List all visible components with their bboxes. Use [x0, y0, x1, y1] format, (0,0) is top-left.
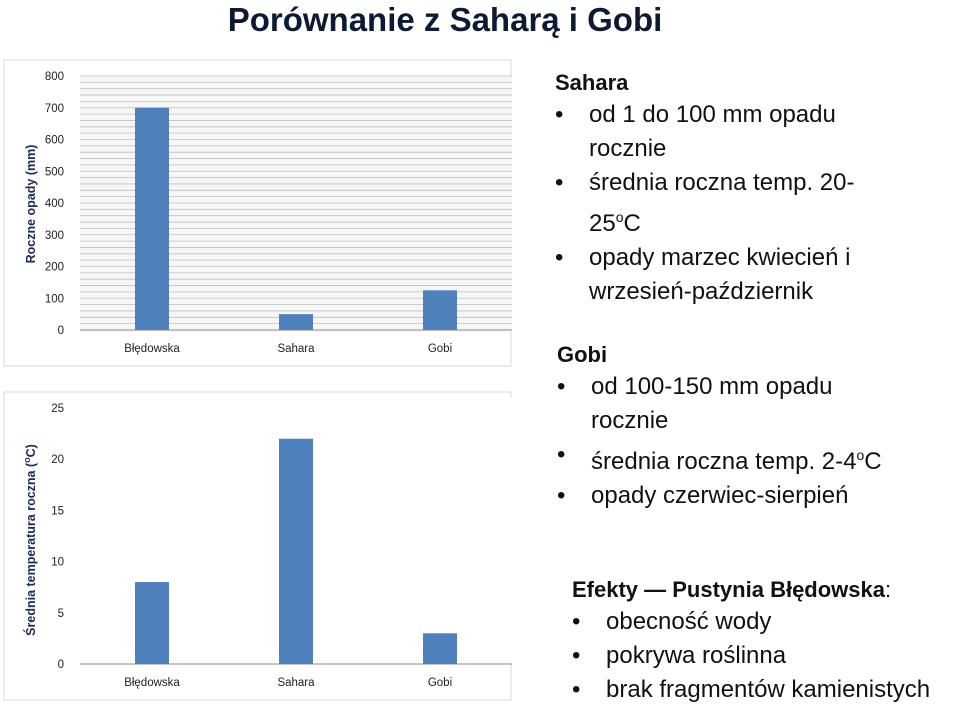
y-tick-label: 10: [51, 556, 64, 569]
y-tick-label: 400: [44, 198, 64, 210]
list-item: • od 1 do 100 mm opadu rocznie: [555, 98, 955, 166]
bullet-icon: •: [572, 608, 581, 635]
temperature-chart: [0, 390, 515, 702]
bullet-icon: •: [572, 676, 581, 703]
list-item: • od 100-150 mm opadu rocznie: [557, 370, 957, 438]
gobi-heading: Gobi: [557, 342, 608, 367]
y-tick-label: 300: [44, 229, 64, 242]
x-tick-label: Sahara: [277, 677, 315, 689]
bullet-icon: •: [555, 101, 564, 128]
y-tick-label: 600: [44, 134, 64, 147]
y-tick-label: 800: [44, 71, 64, 83]
y-tick-label: 200: [44, 261, 64, 274]
x-tick-label: Błędowska: [124, 677, 180, 689]
y-tick-label: 15: [51, 505, 64, 518]
y-tick-label: 5: [57, 607, 64, 620]
bar-sahara: [279, 314, 313, 330]
bar-gobi: [423, 633, 457, 664]
list-item: • średnia roczna temp. 20- 25$^o$C: [555, 166, 955, 241]
y-tick-label: 100: [44, 293, 64, 306]
y-tick-labels: [45, 71, 64, 337]
page-title: Porównanie z Saharą i Gobi: [227, 1, 663, 38]
x-tick-label: Sahara: [277, 343, 315, 355]
bar-gobi: [423, 290, 457, 330]
y-axis-label: Średnia temperatura roczna ($^o$C): [22, 444, 38, 636]
gobi-section: [557, 340, 957, 513]
bullet-icon: •: [555, 169, 564, 196]
y-tick-label: 20: [51, 454, 64, 467]
list-item: • pokrywa roślinna: [572, 639, 960, 673]
y-tick-label: 500: [44, 166, 64, 179]
list-item: • obecność wody: [572, 605, 960, 639]
list-item: • brak fragmentów kamienistych: [572, 673, 960, 707]
list-item: • średnia roczna temp. 2-4$^o$C: [557, 438, 957, 479]
y-tick-label: 25: [51, 403, 64, 415]
x-tick-label: Błędowska: [124, 343, 180, 355]
sahara-section: [555, 68, 955, 309]
list-item: • opady czerwiec-sierpień: [557, 479, 957, 513]
y-tick-label: 0: [57, 325, 64, 337]
x-tick-label: Gobi: [427, 677, 453, 689]
bullet-icon: •: [555, 244, 564, 271]
bar-b-dowska: [135, 582, 169, 664]
x-tick-label: Gobi: [427, 343, 453, 355]
bullet-icon: •: [572, 642, 581, 669]
y-tick-label: 0: [57, 659, 64, 671]
efekty-heading: Efekty — Pustynia Błędowska:: [572, 577, 892, 602]
bar-b-dowska: [135, 108, 169, 330]
sahara-heading: Sahara: [555, 70, 629, 95]
y-axis-label: Roczne opady (mm): [24, 144, 38, 264]
y-tick-label: 700: [44, 102, 64, 115]
bullet-icon: •: [557, 441, 566, 468]
bullet-icon: •: [557, 482, 566, 509]
precipitation-chart: [0, 58, 515, 368]
bar-sahara: [279, 439, 313, 664]
efekty-section: [572, 575, 960, 707]
bullet-icon: •: [557, 373, 566, 400]
list-item: • opady marzec kwiecień i wrzesień-październik: [555, 241, 955, 309]
